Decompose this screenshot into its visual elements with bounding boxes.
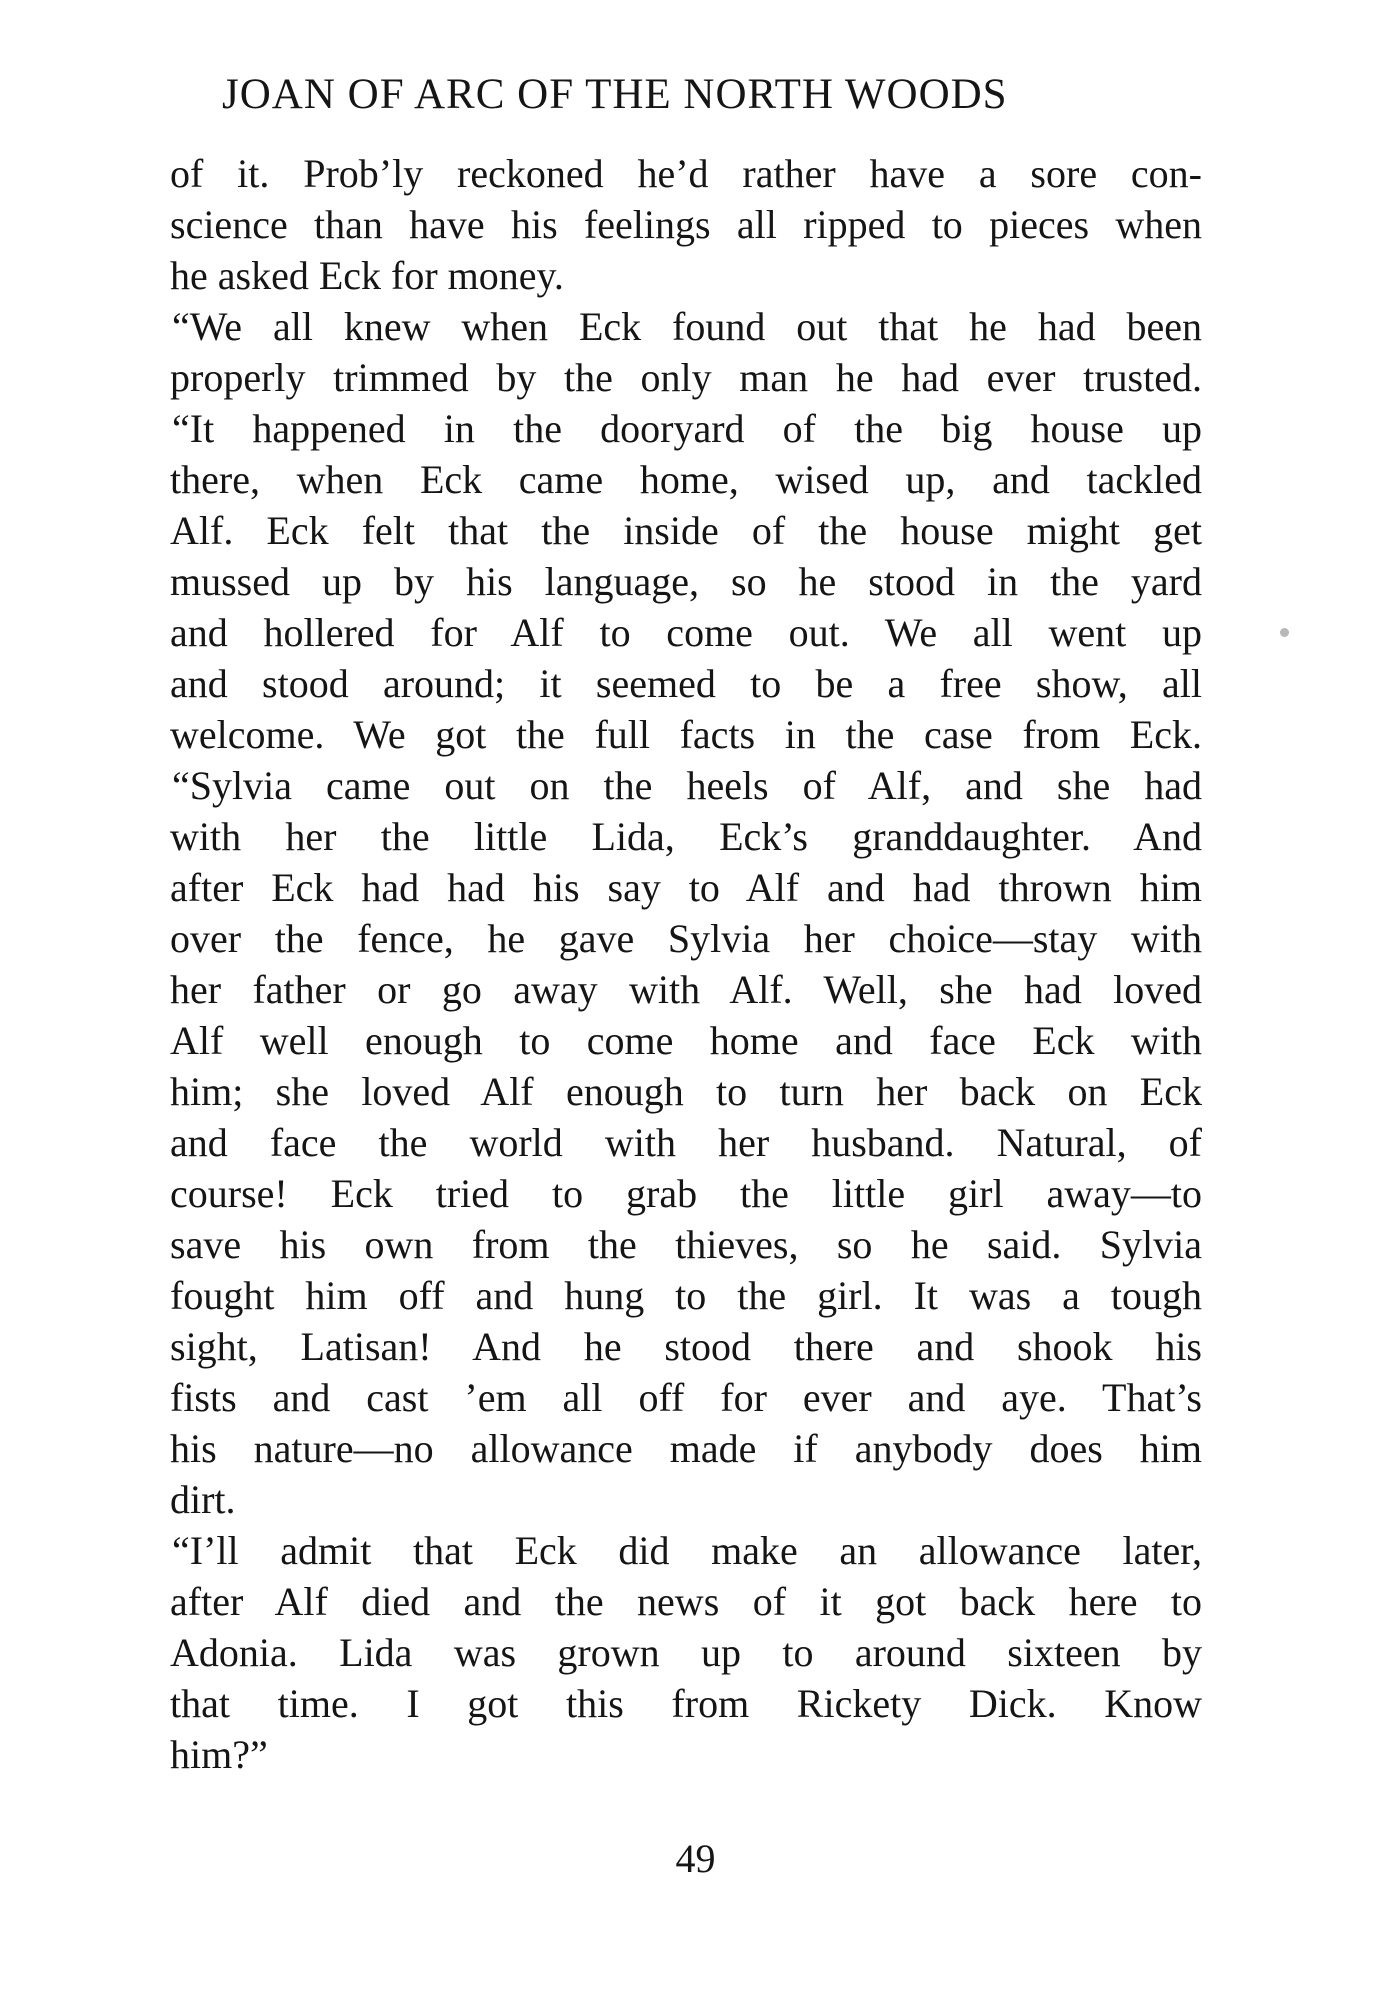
text-line: “It happened in the dooryard of the big house up	[172, 406, 1202, 451]
text-line: her father or go away with Alf. Well, she had loved	[170, 967, 1202, 1012]
text-line: his nature—no allowance made if anybody does him	[170, 1426, 1202, 1471]
text-line: Adonia. Lida was grown up to around sixteen by	[170, 1630, 1202, 1675]
text-line: fists and cast ’em all off for ever and aye. That’s	[170, 1375, 1202, 1420]
text-line: after Alf died and the news of it got back here to	[170, 1579, 1202, 1624]
text-line: there, when Eck came home, wised up, and tackled	[170, 457, 1202, 502]
text-line: him; she loved Alf enough to turn her back on Eck	[170, 1069, 1202, 1114]
body-text	[170, 148, 1202, 1780]
paper-speck	[1280, 628, 1289, 637]
text-line: fought him off and hung to the girl. It was a tough	[170, 1273, 1202, 1318]
text-line: that time. I got this from Rickety Dick. Know	[170, 1681, 1202, 1726]
text-line: Alf. Eck felt that the inside of the house might get	[170, 508, 1202, 553]
text-line: “Sylvia came out on the heels of Alf, and she had	[172, 763, 1202, 808]
text-line: welcome. We got the full facts in the case from Eck.	[170, 712, 1202, 757]
text-line: of it. Prob’ly reckoned he’d rather have a sore con-	[170, 151, 1202, 196]
text-line: course! Eck tried to grab the little girl away—to	[170, 1171, 1202, 1216]
text-line: sight, Latisan! And he stood there and shook his	[170, 1324, 1202, 1369]
running-head: JOAN OF ARC OF THE NORTH WOODS	[222, 71, 1008, 118]
text-line: after Eck had had his say to Alf and had thrown him	[170, 865, 1202, 910]
text-line: he asked Eck for money.	[170, 253, 564, 298]
text-line: properly trimmed by the only man he had ever trusted.	[170, 355, 1202, 400]
page-number: 49	[675, 1836, 716, 1881]
text-line: with her the little Lida, Eck’s granddaughter. And	[170, 814, 1202, 859]
text-line: mussed up by his language, so he stood in the yard	[170, 559, 1202, 604]
text-line: Alf well enough to come home and face Eck with	[170, 1018, 1202, 1063]
text-line: “I’ll admit that Eck did make an allowance later,	[172, 1528, 1202, 1573]
text-line: science than have his feelings all ripped to pieces when	[170, 202, 1202, 247]
text-line: “We all knew when Eck found out that he had been	[172, 304, 1202, 349]
text-line: and face the world with her husband. Natural, of	[170, 1120, 1202, 1165]
text-line: and hollered for Alf to come out. We all went up	[170, 610, 1202, 655]
text-line: save his own from the thieves, so he said. Sylvia	[170, 1222, 1202, 1267]
text-line: him?”	[170, 1732, 268, 1777]
text-line: dirt.	[170, 1477, 236, 1522]
text-line: and stood around; it seemed to be a free show, all	[170, 661, 1202, 706]
text-line: over the fence, he gave Sylvia her choice—stay with	[170, 916, 1202, 961]
